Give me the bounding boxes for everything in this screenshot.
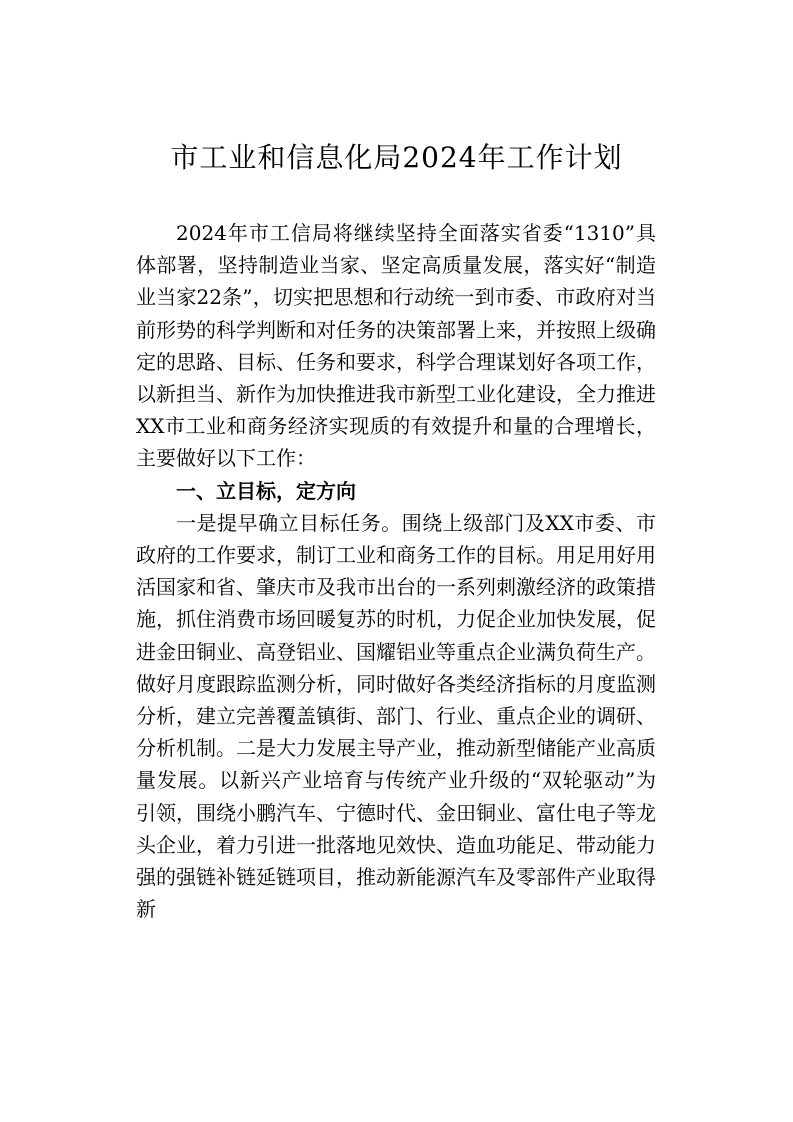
document-body [136, 217, 656, 925]
intro-paragraph: 2024年市工信局将继续坚持全面落实省委“1310”具体部署，坚持制造业当家、坚定高质量发展，落实好“制造业当家22条”，切实把思想和行动统一到市委、市政府对当前形势的科学判断和对任务的决策部署上来，并按照上级确定的思路、目标、任务和要求，科学合理谋划好各项工作，以新担当、新作为加快推进我市新型工业化建设，全力推进XX市工业和商务经济实现质的有效提升和量的合理增长，主要做好以下工作： [136, 221, 656, 471]
section-paragraph: 一是提早确立目标任务。围绕上级部门及XX市委、市政府的工作要求，制订工业和商务工作的目标。用足用好用活国家和省、肇庆市及我市出台的一系列刺激经济的政策措施，抓住消费市场回暖复苏的时机，力促企业加快发展，促进金田铜业、高登铝业、国耀铝业等重点企业满负荷生产。做好月度跟踪监测分析，同时做好各类经济指标的月度监测分析，建立完善覆盖镇街、部门、行业、重点企业的调研、分析机制。二是大力发展主导产业，推动新型储能产业高质量发展。以新兴产业培育与传统产业升级的“双轮驱动”为引领，围绕小鹏汽车、宁德时代、金田铜业、富仕电子等龙头企业，着力引进一批落地见效快、造血功能足、带动能力强的强链补链延链项目，推动新能源汽车及零部件产业取得新 [136, 510, 656, 922]
section-heading: 一、立目标，定方向 [176, 478, 356, 503]
document-title: 市工业和信息化局2024年工作计划 [170, 141, 623, 174]
